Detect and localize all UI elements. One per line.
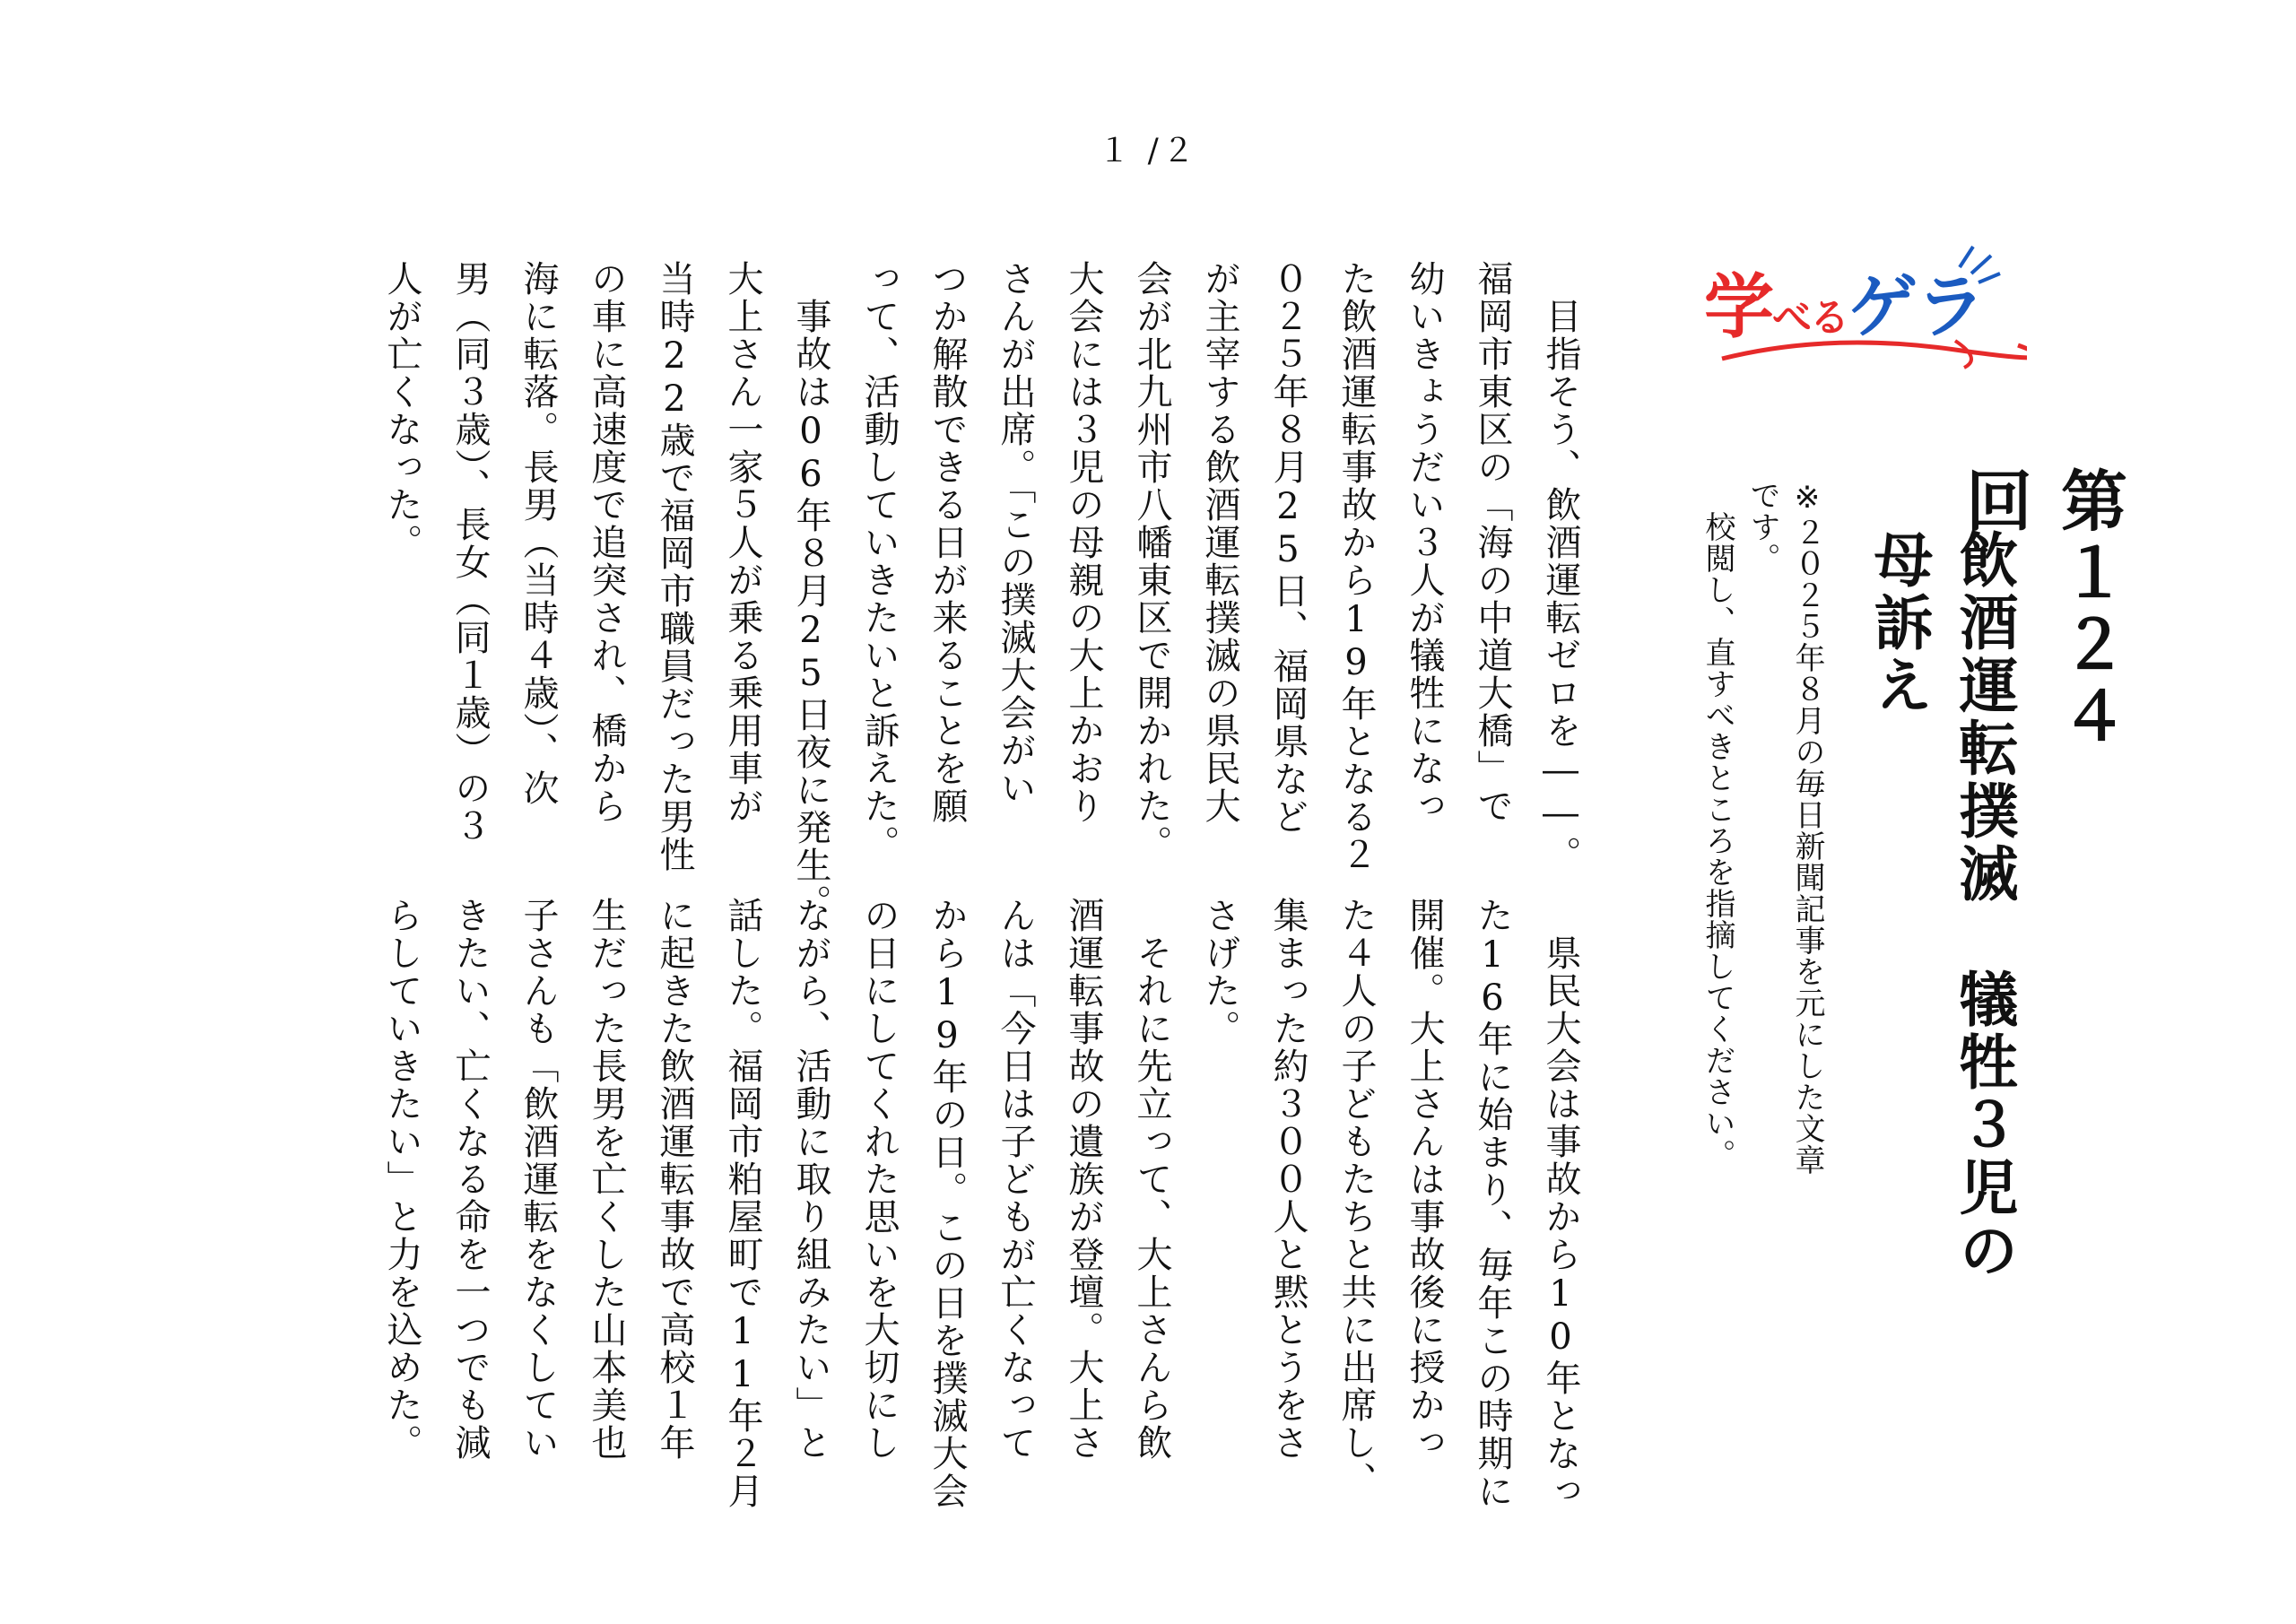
logo-text-1: 学 (1704, 267, 1773, 348)
episode-number: 第１２４回 (1955, 466, 2127, 753)
instruction-note: ※２０２５年８月の毎日新聞記事を元にした文章です。 校閲し、直すべきところを指摘してください。 (1700, 480, 1825, 1176)
logo-wordmark (1704, 251, 1984, 352)
logo (1686, 224, 2027, 386)
headline: 飲酒運転撲滅 犠牲３児の母訴え (1864, 529, 2019, 1282)
article-lower-block: 県民大会は事故から10年となっ た16年に始まり、毎年この時期に 開催。大上さんは事故後に授かっ た４人の子どもたちと共に出席し、 集まった約３００人と黙とうをさ さげた。 それに先立って、大上さんら飲 酒運転事故の遺族が登壇。大上さ んは「今日は子どもが亡くなって から19年の日。この日を撲滅大会 の日にしてくれた思いを大切にし ながら、活動に取り組みたい」と 話した。福岡市粕屋町で11年２月 に起きた飲酒運転事故で高校１年 生だった長男を亡くした山本美也 子さんも「飲酒運転をなくしてい きたい、亡くなる命を一つでも減 らしていきたい」と力を込めた。 (381, 897, 1581, 1510)
page-number: １ /２ (1098, 133, 1198, 169)
logo-text-2: べる (1772, 295, 1848, 341)
logo-text-3: ゲラ (1848, 267, 1985, 348)
article-upper-block: 目指そう、飲酒運転ゼロを――。 福岡市東区の「海の中道大橋」で 幼いきょうだい３人が犠牲になっ た飲酒運転事故から19年となる２ ０２５年８月25日、福岡県など が主宰する飲酒運転撲滅の県民大 会が北九州市八幡東区で開かれた。 大会には３児の母親の大上かおり さんが出席。「この撲滅大会がい つか解散できる日が来ることを願 って、活動していきたいと訴えた。 事故は06年８月25日夜に発生。 大上さん一家５人が乗る乗用車が 当時22歳で福岡市職員だった男性 の車に高速度で追突され、橋から 海に転落。長男（当時４歳）、次 男（同３歳）、長女（同１歳）の３ 人が亡くなった。 (381, 260, 1581, 922)
